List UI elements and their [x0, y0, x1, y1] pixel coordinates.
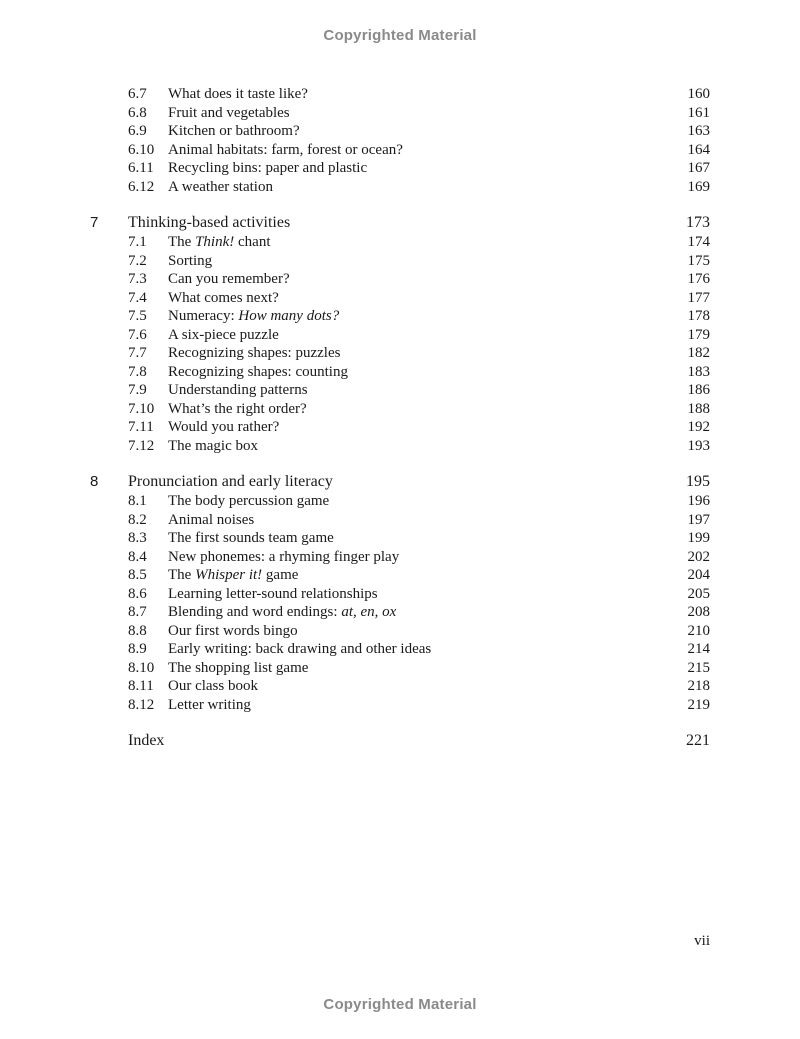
entry-page: 210 — [687, 622, 710, 639]
entry-number: 7.9 — [128, 382, 147, 398]
toc-entry[interactable] — [0, 511, 800, 530]
chapter-title: Thinking-based activities — [128, 214, 291, 231]
entry-number: 7.3 — [128, 271, 147, 287]
index-page: 221 — [686, 732, 710, 749]
copyright-watermark-bottom: Copyrighted Material — [323, 996, 477, 1013]
toc-entry[interactable] — [0, 159, 800, 178]
entry-title: The first sounds team game — [168, 530, 334, 546]
entry-title: Animal habitats: farm, forest or ocean? — [168, 141, 403, 158]
toc-entry[interactable] — [0, 566, 800, 585]
entry-page: 177 — [687, 289, 710, 306]
toc-entry[interactable] — [0, 696, 800, 715]
entry-number: 6.8 — [128, 104, 147, 121]
toc-entry[interactable] — [0, 233, 800, 252]
entry-title: Can you remember? — [168, 271, 290, 287]
entry-number: 8.12 — [128, 696, 155, 713]
entry-title: What’s the right order? — [168, 400, 307, 417]
chapter-heading[interactable] — [0, 472, 800, 492]
entry-page: 208 — [687, 604, 710, 620]
entry-title: Learning letter-sound relationships — [168, 585, 378, 602]
toc-entry[interactable] — [0, 363, 800, 382]
entry-title: Animal noises — [168, 511, 255, 528]
entry-page: 215 — [687, 659, 710, 676]
entry-page: 163 — [687, 123, 710, 139]
entry-number: 7.10 — [128, 400, 155, 417]
toc-entry[interactable] — [0, 677, 800, 696]
entry-title: Kitchen or bathroom? — [168, 123, 300, 139]
entry-page: 196 — [687, 493, 710, 509]
entry-page: 174 — [687, 234, 710, 250]
entry-page: 175 — [687, 252, 710, 269]
index-title: Index — [128, 732, 165, 749]
entry-title: New phonemes: a rhyming finger play — [168, 548, 400, 565]
entry-title: The shopping list game — [168, 659, 309, 676]
entry-title: A weather station — [168, 178, 273, 195]
toc-entry[interactable] — [0, 492, 800, 511]
chapter-number: 8 — [90, 473, 99, 490]
entry-number: 7.12 — [128, 437, 155, 454]
entry-page: 161 — [687, 104, 710, 121]
entry-number: 8.3 — [128, 530, 147, 546]
entry-page: 192 — [687, 419, 710, 435]
entry-page: 178 — [687, 308, 710, 324]
entry-number: 7.7 — [128, 345, 147, 361]
entry-title: What does it taste like? — [168, 86, 308, 102]
entry-number: 8.1 — [128, 493, 147, 509]
table-of-contents — [0, 85, 800, 751]
entry-title-emphasis: Whisper it! — [195, 567, 263, 583]
toc-entry[interactable] — [0, 381, 800, 400]
entry-page: 179 — [687, 326, 710, 343]
entry-title: Early writing: back drawing and other ideas — [168, 641, 432, 657]
entry-number: 6.7 — [128, 86, 147, 102]
chapter-number: 7 — [90, 214, 99, 231]
toc-entry[interactable] — [0, 178, 800, 197]
entry-number: 7.6 — [128, 326, 147, 343]
page-folio: vii — [694, 933, 710, 949]
entry-number: 7.11 — [128, 419, 154, 435]
entry-title: Our class book — [168, 678, 258, 694]
entry-title: Recognizing shapes: puzzles — [168, 345, 341, 361]
toc-entry[interactable] — [0, 585, 800, 604]
chapter-page: 195 — [686, 473, 710, 490]
toc-entry[interactable] — [0, 326, 800, 345]
entry-title: Numeracy: How many dots? — [168, 308, 340, 324]
entry-page: 169 — [687, 178, 710, 195]
entry-title-emphasis: at, en, ox — [341, 604, 397, 620]
entry-number: 8.8 — [128, 622, 147, 639]
entry-title: What comes next? — [168, 289, 279, 306]
entry-title: The Whisper it! game — [168, 567, 299, 583]
chapter-page: 173 — [686, 214, 710, 231]
entry-number: 8.10 — [128, 659, 155, 676]
entry-number: 7.2 — [128, 252, 147, 269]
toc-entry[interactable] — [0, 418, 800, 437]
entry-title: The magic box — [168, 437, 258, 454]
toc-entry[interactable] — [0, 122, 800, 141]
entry-page: 188 — [687, 400, 710, 417]
toc-entry[interactable] — [0, 85, 800, 104]
toc-section-chapter-6-continued — [0, 85, 800, 196]
entry-number: 8.4 — [128, 548, 147, 565]
entry-number: 8.7 — [128, 604, 147, 620]
entry-page: 214 — [687, 641, 710, 657]
toc-section-chapter-8 — [0, 472, 800, 714]
entry-title: Would you rather? — [168, 419, 280, 435]
toc-index-entry[interactable] — [0, 731, 800, 751]
entry-number: 7.1 — [128, 234, 147, 250]
toc-entry[interactable] — [0, 344, 800, 363]
entry-title: The Think! chant — [168, 234, 271, 250]
entry-page: 193 — [687, 437, 710, 454]
entry-page: 197 — [687, 511, 710, 528]
entry-number: 6.9 — [128, 123, 147, 139]
entry-number: 6.12 — [128, 178, 155, 195]
entry-title: Understanding patterns — [168, 382, 308, 398]
toc-entry[interactable] — [0, 622, 800, 641]
toc-entry[interactable] — [0, 141, 800, 160]
chapter-heading[interactable] — [0, 213, 800, 233]
entry-number: 7.4 — [128, 289, 147, 306]
toc-entry[interactable] — [0, 104, 800, 123]
entry-page: 218 — [687, 678, 710, 694]
entry-number: 8.6 — [128, 585, 147, 602]
entry-page: 176 — [687, 271, 710, 287]
entry-number: 7.8 — [128, 363, 147, 380]
entry-page: 160 — [687, 86, 710, 102]
entry-page: 204 — [687, 567, 710, 583]
entry-title-emphasis: How many dots? — [238, 308, 340, 324]
toc-entry[interactable] — [0, 437, 800, 456]
entry-title: Our first words bingo — [168, 622, 298, 639]
toc-entry[interactable] — [0, 400, 800, 419]
entry-title: Recycling bins: paper and plastic — [168, 160, 368, 176]
entry-page: 202 — [687, 548, 710, 565]
toc-entry[interactable] — [0, 270, 800, 289]
entry-page: 167 — [687, 160, 710, 176]
entry-number: 8.9 — [128, 641, 147, 657]
entry-page: 182 — [687, 345, 710, 361]
entry-number: 8.5 — [128, 567, 147, 583]
entry-title-emphasis: Think! — [195, 234, 235, 250]
copyright-watermark-top: Copyrighted Material — [323, 27, 477, 44]
toc-entry[interactable] — [0, 252, 800, 271]
entry-title: Sorting — [168, 252, 213, 269]
entry-number: 8.11 — [128, 678, 154, 694]
toc-section-chapter-7 — [0, 213, 800, 455]
entry-title: Blending and word endings: at, en, ox — [168, 604, 397, 620]
chapter-title: Pronunciation and early literacy — [128, 473, 333, 490]
entry-title: Fruit and vegetables — [168, 104, 290, 121]
entry-title: Letter writing — [168, 696, 251, 713]
entry-page: 183 — [687, 363, 710, 380]
entry-number: 6.10 — [128, 141, 155, 158]
entry-title: Recognizing shapes: counting — [168, 363, 348, 380]
entry-title: The body percussion game — [168, 493, 330, 509]
entry-number: 6.11 — [128, 160, 154, 176]
entry-page: 164 — [687, 141, 710, 158]
toc-entry[interactable] — [0, 640, 800, 659]
toc-entry[interactable] — [0, 529, 800, 548]
entry-page: 219 — [687, 696, 710, 713]
toc-entry[interactable] — [0, 603, 800, 622]
entry-number: 8.2 — [128, 511, 147, 528]
toc-entry[interactable] — [0, 289, 800, 308]
entry-page: 199 — [687, 530, 710, 546]
toc-entry[interactable] — [0, 307, 800, 326]
toc-entry[interactable] — [0, 548, 800, 567]
entry-title: A six-piece puzzle — [168, 326, 279, 343]
toc-entry[interactable] — [0, 659, 800, 678]
entry-page: 186 — [687, 382, 710, 398]
entry-page: 205 — [687, 585, 710, 602]
entry-number: 7.5 — [128, 308, 147, 324]
